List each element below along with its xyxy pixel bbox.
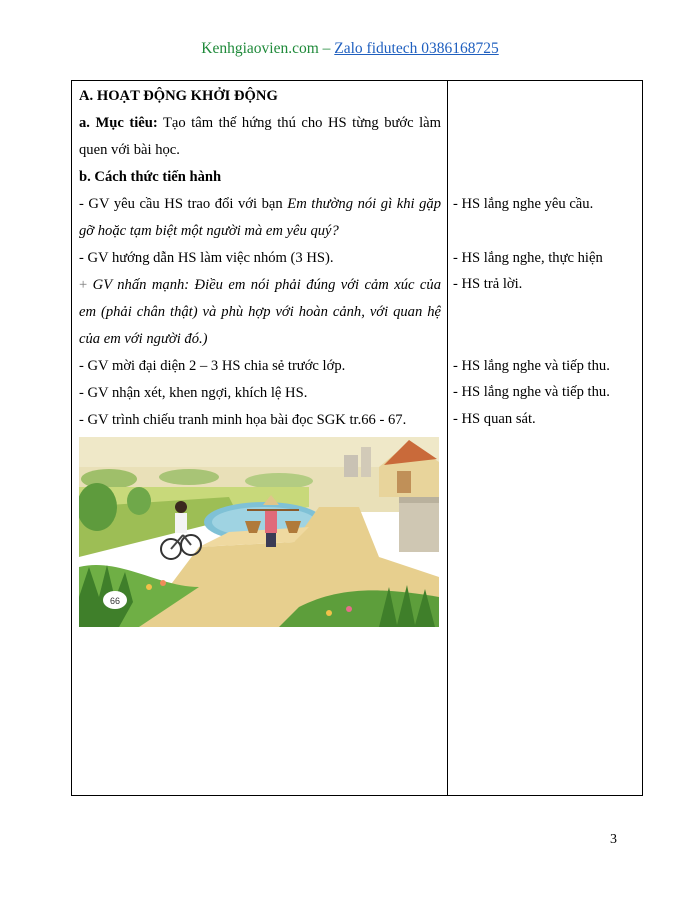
zalo-link[interactable]: Zalo fidutech 0386168725: [334, 40, 499, 57]
student-response-1: - HS lắng nghe yêu cầu.: [453, 196, 594, 212]
header-separator: –: [322, 40, 331, 57]
goal-text-1: Tạo tâm thế hứng thú cho HS từng bước làm: [157, 115, 442, 131]
p1-line-1: [79, 191, 441, 218]
p6-line: - GV trình chiếu tranh minh họa bài đọc SGK tr.66 - 67.: [79, 412, 407, 428]
p2-line: - GV hướng dẫn HS làm việc nhóm (3 HS).: [79, 250, 334, 266]
p4-line: - GV mời đại diện 2 – 3 HS chia sẻ trước lớp.: [79, 358, 346, 374]
student-response-6: - HS quan sát.: [453, 411, 536, 427]
village-scene-image: [79, 437, 439, 627]
p3-line-3: của em với người đó.): [79, 331, 208, 347]
illustration-page-number: 66: [109, 596, 121, 606]
p5-line: - GV nhận xét, khen ngợi, khích lệ HS.: [79, 385, 308, 401]
goal-line-1: [79, 110, 441, 137]
goal-line-2: quen với bài học.: [79, 142, 180, 158]
lesson-illustration: [79, 437, 439, 627]
student-response-5: - HS lắng nghe và tiếp thu.: [453, 384, 610, 400]
p3-plus: +: [79, 277, 93, 293]
student-response-2: - HS lắng nghe, thực hiện: [453, 250, 603, 266]
section-title: A. HOẠT ĐỘNG KHỞI ĐỘNG: [79, 88, 278, 104]
student-response-4: - HS lắng nghe và tiếp thu.: [453, 358, 610, 374]
p1-prefix: - GV yêu cầu HS trao đổi với bạn: [79, 196, 288, 212]
page-number: 3: [610, 832, 617, 847]
teacher-activities-column: [79, 83, 441, 434]
p1-line-2: gỡ hoặc tạm biệt một người mà em yêu quý?: [79, 223, 339, 239]
lesson-table: [71, 80, 643, 796]
p3-line-1: [79, 272, 441, 299]
page-header: [0, 40, 700, 58]
p3-italic-1: GV nhấn mạnh: Điều em nói phải đúng với cảm xúc của: [92, 277, 441, 293]
p1-italic-1: Em thường nói gì khi gặp: [287, 196, 442, 212]
student-response-3: - HS trả lời.: [453, 276, 523, 292]
method-title: b. Cách thức tiến hành: [79, 169, 222, 185]
column-divider: [447, 81, 448, 795]
site-name: Kenhgiaovien.com: [201, 40, 319, 57]
p3-line-2: em (phải chân thật) và phù hợp với hoàn cảnh, với quan hệ: [79, 304, 441, 320]
goal-label: a. Mục tiêu:: [79, 115, 158, 131]
